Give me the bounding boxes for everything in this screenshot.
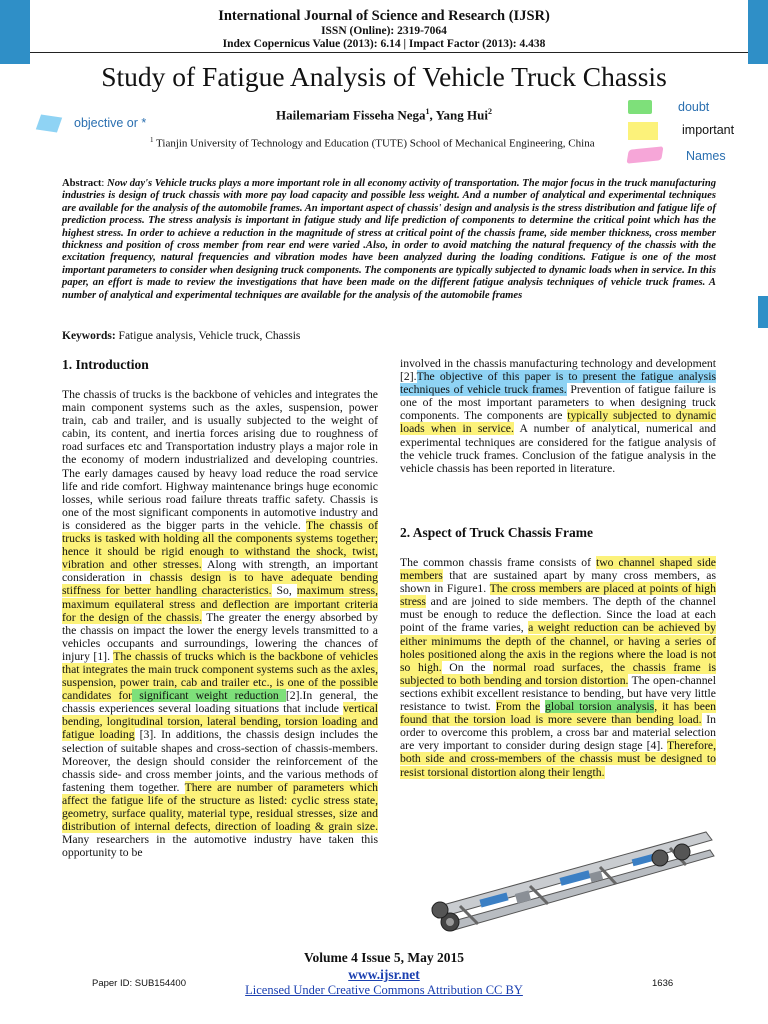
intro-cont-text-3: A number of analytical, numerical and experimental techniques are considered for the fatigue analysis of the vehicle truck frames. Conclusion of the fatigue analysis in the vehicle chassis has been reported in literature.	[400, 422, 717, 475]
important-swatch	[628, 122, 658, 140]
section-2-heading: 2. Aspect of Truck Chassis Frame	[400, 525, 593, 540]
header-rule	[30, 52, 748, 53]
frame-text-4: On the	[441, 660, 493, 674]
highlight-important: The chassis of trucks which is the backbone of vehicles that integrates the main truck component systems such as the axles, suspension, power train, cab and trailer etc., is one of the possible candidates for	[62, 649, 378, 703]
journal-index: Index Copernicus Value (2013): 6.14 | Impact Factor (2013): 4.438	[222, 38, 546, 50]
frame-text-1: The common chassis frame consists of	[400, 556, 596, 569]
volume-issue: Volume 4 Issue 5, May 2015	[303, 950, 464, 965]
chassis-frame-drawing	[432, 832, 714, 931]
intro-text-7: Many researchers in the automotive industry have taken this opportunity to be	[62, 833, 378, 860]
highlight-important: vertical bending, longitudinal torsion, lateral bending, torsion loading and fatigue loading	[62, 702, 378, 742]
frame-text-2: that are sustained apart by many cross members, as shown in Figure1.	[400, 569, 716, 596]
highlight-important: chassis design is to have adequate bending stiffness for better handling characteristics.	[62, 571, 378, 598]
affiliation-text: Tianjin University of Technology and Education (TUTE) School of Mechanical Engineering, China	[153, 137, 595, 150]
author-separator: ,	[429, 107, 436, 123]
highlight-important: maximum stress, maximum equilateral stress and deflection are important criteria for the design of the chassis.	[62, 584, 378, 624]
keywords	[62, 330, 300, 342]
highlight-important: a weight reduction can be achieved by either minimums the depth of the channel, or having a series of holes positioned along the axis in the regions where the load is not so high.	[400, 621, 716, 674]
abstract	[62, 178, 716, 302]
truck-chassis-figure	[420, 822, 720, 934]
highlight-important: From the	[495, 700, 541, 714]
intro-text-6: [3]. In additions, the chassis design includes the selection of suitable shapes and cross-section of chassis-members. Moreover, the design should consider the reinforcement of the chassis side- and cross member joints, and the various methods of fastening them together.	[62, 728, 378, 794]
objective-swatch	[36, 115, 62, 133]
intro-text-5: [2].In general, the chassis experiences several loading situations that include	[62, 689, 379, 716]
keywords-text: Fatigue analysis, Vehicle truck, Chassis	[115, 330, 301, 342]
affiliation-sup: 1	[150, 136, 154, 144]
author-2-sup: 2	[487, 107, 492, 116]
page-number: 1636	[652, 978, 674, 989]
journal-header	[0, 8, 768, 51]
right-column-intro	[400, 357, 716, 475]
right-edge-marker	[758, 296, 768, 328]
objective-legend-label: objective or *	[74, 116, 147, 130]
author-2: Yang Hui	[435, 107, 488, 123]
section-1-body	[62, 388, 378, 859]
intro-text-4: The greater the energy absorbed by the chassis on impact the lower the energy levels transmitted to a vehicles occupants and surroundings, lowering the chances of injury [1].	[62, 610, 379, 663]
highlight-important: two channel shaped side members	[400, 556, 716, 583]
intro-text-2: Along with strength, an important consideration in	[62, 558, 378, 585]
intro-text-3: So,	[271, 584, 297, 598]
paper-id: Paper ID: SUB154400	[92, 978, 187, 989]
section-1-heading: 1. Introduction	[62, 357, 149, 372]
highlight-doubt: global torsion analysis	[545, 700, 655, 714]
author-1-sup: 1	[425, 107, 430, 116]
journal-website-link[interactable]: www.ijsr.net	[348, 967, 420, 982]
highlight-important: The chassis of trucks is tasked with holding all the components systems together; hence it should be rigid enough to withstand the shock, twist, vibration and other stresses.	[62, 518, 378, 572]
journal-issn: ISSN (Online): 2319-7064	[321, 25, 447, 37]
highlight-important: Therefore, both side and cross-members of the chassis must be designed to resist torsional distortion along their length.	[400, 739, 716, 779]
doubt-swatch	[628, 100, 652, 114]
highlight-important: , it has been found that the torsion load is more severe than bending load.	[400, 700, 717, 727]
frame-text-3: and are joined to side members. The depth of the channel must be enough to reduce the deflection. Since the load at each point of the frame varies,	[400, 595, 716, 635]
journal-name: International Journal of Science and Research (IJSR)	[218, 8, 550, 24]
intro-cont-text-1: involved in the chassis manufacturing technology and development [2].	[400, 357, 716, 384]
highlight-objective: The objective of this paper is to present the fatigue analysis techniques of vehicle truck frames.	[400, 370, 716, 397]
keywords-label: Keywords:	[62, 330, 116, 342]
abstract-colon: :	[101, 178, 108, 189]
author-1: Hailemariam Fisseha Nega	[276, 107, 426, 123]
names-legend-label: Names	[686, 149, 726, 163]
intro-text-1: The chassis of trucks is the backbone of vehicles and integrates the main component systems such as the axles, suspension, power train, cab and trailer, and is usually subjected to the weight of cabin, its content, and inertia forces arising due to roughness of road surfaces etc and Transportation industry plays a major role in the economy of modern industrialized and developing countries. The early damages caused by heavy load reduce the road service life and ride comfort. Highway maintenance brings huge economic losses, while serious road failure threats traffic safety. Chassis is one of the most significant components in automotive industry and is considered as the bigger parts in the vehicle.	[62, 388, 378, 532]
affiliation	[150, 136, 630, 150]
important-legend-label: important	[682, 123, 735, 137]
highlight-doubt: significant weight reduction	[132, 689, 286, 703]
highlight-important: There are number of parameters which affect the fatigue life of the structure as listed: cyclic stress state, geometry, surface quality, material type, residual stresses, size and distribution of internal defects, direction of loading & grain size.	[62, 780, 378, 834]
names-swatch	[626, 146, 663, 163]
abstract-text: Now day's Vehicle trucks plays a more important role in all economy activity of transportation. The major focus in the truck manufacturing industries is design of truck chassis with more pay load capacity and possible less weight. And a number of analytical and experimental techniques are available for the analysis of the automobile frames. An important aspect of chassis' design and analysis is the stress distribution and fatigue life of prediction process. The stress analysis is important in fatigue study and life prediction of components to determine the critical point which has the highest stress. In order to achieve a reduction in the magnitude of stress at critical point of the chassis frame, side member thickness, cross member thickness and position of cross member from rear end were varied .Also, in order to avoid matching the natural frequency of the chassis with the excitation frequency, natural frequencies and vibration modes have been analyzed during the loading conditions. Fatigue is one of the most important parameters to consider when designing truck components. The components are typically subjected to dynamic loads when in service. In this paper, an effort is made to review the investigations that have been made on the different fatigue analysis techniques of vehicle truck frames. A number of analytical and experimental techniques are available for the analysis of the automobile frames	[62, 178, 717, 301]
abstract-label: Abstract	[62, 178, 102, 189]
doubt-legend-label: doubt	[678, 100, 710, 114]
frame-text-6: In order to overcome this problem, a cross bar and material selection are very important to consider during design stage [4].	[400, 713, 716, 753]
section-2-body	[400, 556, 716, 779]
highlight-important: typically subjected to dynamic loads when in service.	[400, 409, 716, 436]
license-link[interactable]: Licensed Under Creative Commons Attribution CC BY	[245, 983, 523, 997]
highlight-important: The cross members are placed at points of high stress	[400, 582, 716, 609]
intro-cont-text-2: Prevention of fatigue failure is one of the most important parameters to when designing truck components. The components are	[400, 383, 716, 423]
frame-text-5: The open-channel sections exhibit excellent resistance to bending, but have very little resistance to twist.	[400, 673, 716, 714]
highlight-important: normal road surfaces, the chassis frame is subjected to both bending and torsion distortion.	[400, 660, 717, 687]
paper-title: Study of Fatigue Analysis of Vehicle Truck Chassis	[101, 61, 667, 92]
